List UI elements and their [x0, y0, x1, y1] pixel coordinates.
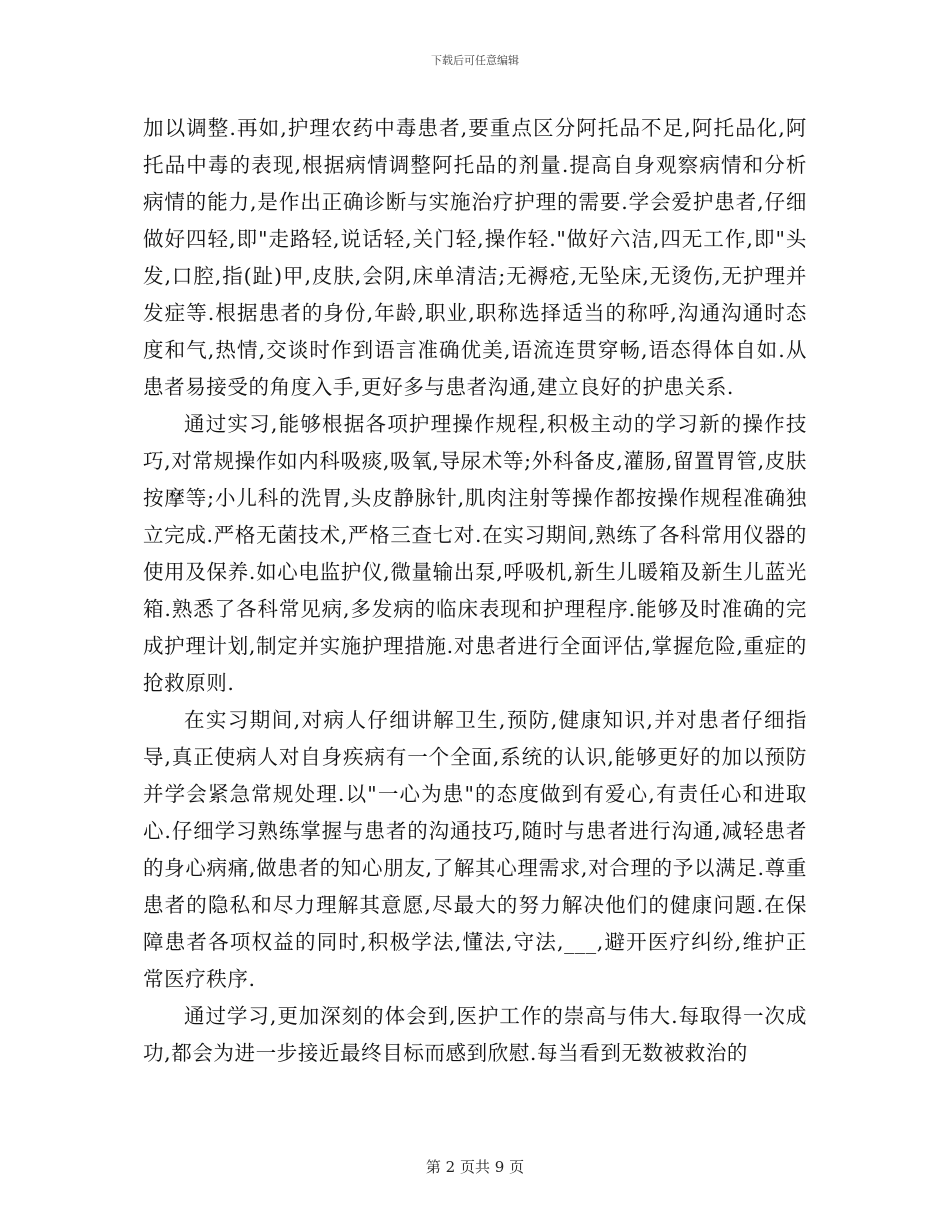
- paragraph-continued: 加以调整.再如,护理农药中毒患者,要重点区分阿托品不足,阿托品化,阿托品中毒的表现,根据病情调整阿托品的剂量.提高自身观察病情和分析病情的能力,是作出正确诊断与实施治疗护理的需要.学会爱护患者,仔细做好四轻,即"走路轻,说话轻,关门轻,操作轻."做好六洁,四无工作,即"头发,口腔,指(趾)甲,皮肤,会阴,床单清洁;无褥疮,无坠床,无烫伤,无护理并发症等.根据患者的身份,年龄,职业,职称选择适当的称呼,沟通沟通时态度和气,热情,交谈时作到语言准确优美,语流连贯穿畅,语态得体自如.从患者易接受的角度入手,更好多与患者沟通,建立良好的护患关系.: [143, 116, 807, 399]
- paragraph-patient-education: 在实习期间,对病人仔细讲解卫生,预防,健康知识,并对患者仔细指导,真正使病人对自身疾病有一个全面,系统的认识,能够更好的加以预防并学会紧急常规处理.以"一心为患"的态度做到有爱心,有责任心和进取心.仔细学习熟练掌握与患者的沟通技巧,随时与患者进行沟通,减轻患者的身心病痛,做患者的知心朋友,了解其心理需求,对合理的予以满足.尊重患者的隐私和尽力理解其意愿,尽最大的努力解决他们的健康问题.在保障患者各项权益的同时,积极学法,懂法,守法,___,避开医疗纠纷,维护正常医疗秩序.: [143, 708, 807, 991]
- paragraph-practice-skills: 通过实习,能够根据各项护理操作规程,积极主动的学习新的操作技巧,对常规操作如内科吸痰,吸氧,导尿术等;外科备皮,灌肠,留置胃管,皮肤按摩等;小儿科的洗胃,头皮静脉针,肌肉注射等操作都按操作规程准确独立完成.严格无菌技术,严格三查七对.在实习期间,熟练了各科常用仪器的使用及保养.如心电监护仪,微量输出泵,呼吸机,新生儿暖箱及新生儿蓝光箱.熟悉了各科常见病,多发病的临床表现和护理程序.能够及时准确的完成护理计划,制定并实施护理措施.对患者进行全面评估,掌握危险,重症的抢救原则.: [143, 412, 807, 695]
- page-header: 下载后可任意编辑: [431, 54, 519, 67]
- page-footer: 第 2 页共 9 页: [425, 1158, 525, 1176]
- paragraph-reflection: 通过学习,更加深刻的体会到,医护工作的崇高与伟大.每取得一次成功,都会为进一步接近最终目标而感到欣慰.每当看到无数被救治的: [143, 1004, 807, 1065]
- document-body: [143, 110, 807, 1072]
